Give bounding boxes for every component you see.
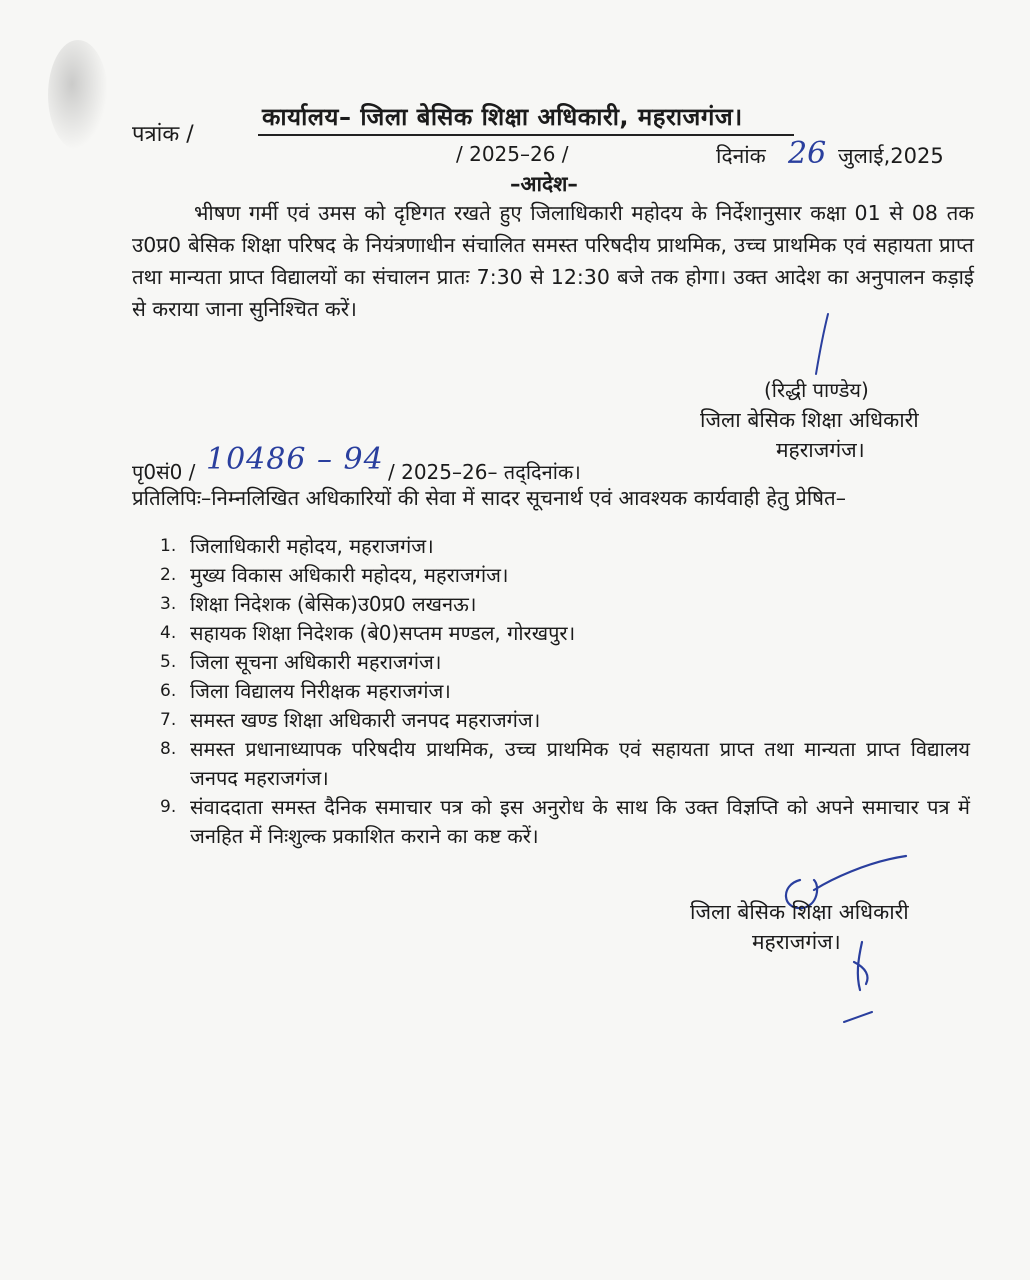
list-item (160, 793, 970, 851)
list-item-number: 4. (160, 623, 177, 643)
copy-intro: प्रतिलिपिः–निम्नलिखित अधिकारियों की सेवा में सादर सूचनार्थ एवं आवश्यक कार्यवाही हेतु प्रेषित– (132, 486, 846, 510)
list-item-text: जिला सूचना अधिकारी महराजगंज। (190, 650, 442, 674)
dispatch-number-handwritten: 10486 – 94 (206, 442, 384, 477)
dispatch-ref: / 2025–26– तद्‌दिनांक। (388, 460, 581, 484)
dispatch-label: पृ0सं0 / (132, 460, 196, 484)
list-item (160, 590, 970, 619)
list-item (160, 706, 970, 735)
reference-number: / 2025–26 / (456, 142, 569, 166)
signatory-place-2: महराजगंज। (752, 930, 841, 954)
signatory-name: (रिद्धी पाण्डेय) (764, 378, 869, 402)
list-item-text: संवाददाता समस्त दैनिक समाचार पत्र को इस अनुरोध के साथ कि उक्त विज्ञप्ति को अपने समाचार पत्र में जनहित में निःशुल्क प्रकाशित कराने का कष्ट करें। (190, 795, 970, 848)
signatory-title: जिला बेसिक शिक्षा अधिकारी (700, 408, 919, 432)
list-item-number: 5. (160, 652, 177, 672)
list-item-text: शिक्षा निदेशक (बेसिक)उ0प्र0 लखनऊ। (190, 592, 477, 616)
list-item-text: समस्त प्रधानाध्यापक परिषदीय प्राथमिक, उच्च प्राथमिक एवं सहायता प्राप्त तथा मान्यता प्राप्त विद्यालय जनपद महराजगंज। (190, 737, 970, 790)
list-item-number: 1. (160, 536, 177, 556)
list-item-number: 6. (160, 681, 177, 701)
list-item-number: 2. (160, 565, 177, 585)
list-item-number: 9. (160, 797, 177, 817)
list-item (160, 735, 970, 793)
signatory-place: महराजगंज। (776, 438, 865, 462)
list-item (160, 677, 970, 706)
order-title: –आदेश– (510, 172, 578, 196)
list-item (160, 561, 970, 590)
signatory-title-2: जिला बेसिक शिक्षा अधिकारी (690, 900, 909, 924)
date-day-handwritten: 26 (788, 136, 827, 171)
list-item-text: मुख्य विकास अधिकारी महोदय, महराजगंज। (190, 563, 509, 587)
list-item (160, 619, 970, 648)
office-heading: कार्यालय– जिला बेसिक शिक्षा अधिकारी, महराजगंज। (262, 103, 743, 131)
list-item-number: 7. (160, 710, 177, 730)
list-item-text: समस्त खण्ड शिक्षा अधिकारी जनपद महराजगंज। (190, 708, 541, 732)
list-item (160, 648, 970, 677)
date-month-year: जुलाई,2025 (838, 144, 944, 168)
date-label: दिनांक (716, 144, 766, 168)
order-paragraph: भीषण गर्मी एवं उमस को दृष्टिगत रखते हुए जिलाधिकारी महोदय के निर्देशानुसार कक्षा 01 से 08 तक उ0प्र0 बेसिक शिक्षा परिषद के नियंत्रणाधीन संचालित समस्त परिषदीय प्राथमिक, उच्च प्राथमिक एवं सहायता प्राप्त तथा मान्यता प्राप्त विद्यालयों का संचालन प्रातः 7:30 से 12:30 बजे तक होगा। उक्त आदेश का अनुपालन कड़ाई से कराया जाना सुनिश्चित करें। (132, 201, 974, 321)
heading-underline (258, 134, 794, 136)
list-item-text: जिला विद्यालय निरीक्षक महराजगंज। (190, 679, 451, 703)
list-item-text: सहायक शिक्षा निदेशक (बे0)सप्तम मण्डल, गोरखपुर। (190, 621, 576, 645)
patrank-label: पत्रांक / (132, 122, 194, 147)
signature-stroke-1 (806, 310, 836, 380)
list-item-number: 3. (160, 594, 177, 614)
scan-smudge (48, 40, 108, 150)
list-item (160, 532, 970, 561)
list-item-number: 8. (160, 739, 177, 759)
list-item-text: जिलाधिकारी महोदय, महराजगंज। (190, 534, 434, 558)
recipient-list (160, 532, 970, 851)
